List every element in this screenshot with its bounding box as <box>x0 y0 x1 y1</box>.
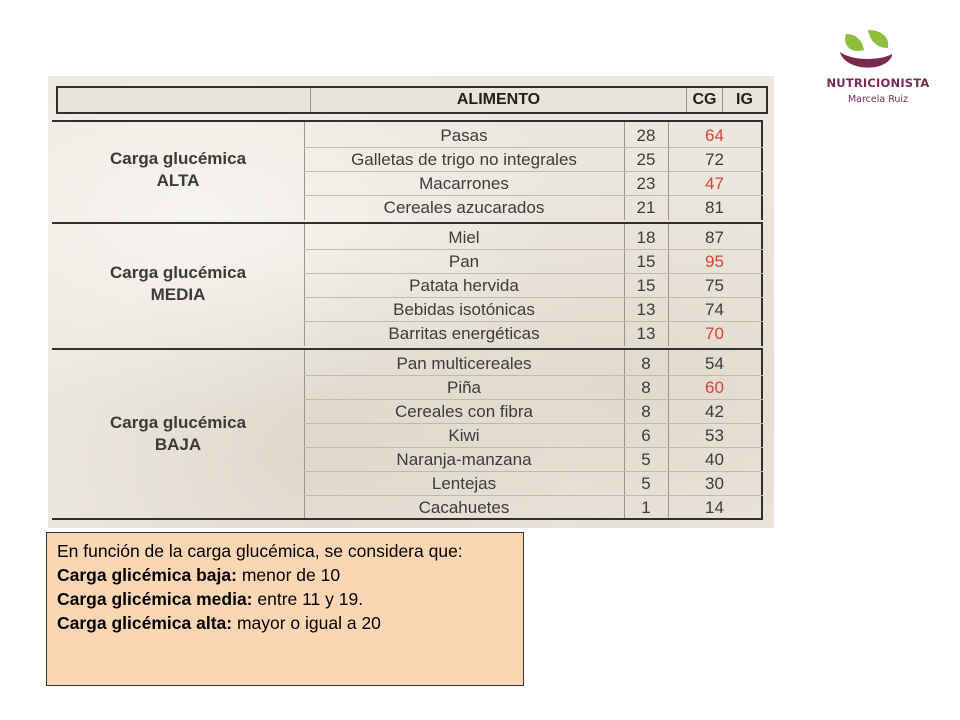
table-row <box>304 226 763 250</box>
ig-cell: 42 <box>705 402 724 421</box>
table-row <box>304 274 763 298</box>
group-2 <box>52 348 763 520</box>
header-cg: CG <box>686 88 722 112</box>
food-cell: Cereales con fibra <box>395 402 533 421</box>
glycemic-load-note <box>46 532 524 686</box>
food-cell: Pasas <box>440 126 488 145</box>
food-cell: Pan <box>448 252 480 271</box>
ig-cell: 74 <box>705 300 724 319</box>
cg-cell: 5 <box>641 474 651 493</box>
note-item-medium: Carga glicémica media: entre 11 y 19. <box>57 589 364 609</box>
food-cell: Piña <box>446 378 482 397</box>
table-row <box>304 424 763 448</box>
ig-cell: 95 <box>705 252 724 271</box>
ig-cell: 75 <box>705 276 724 295</box>
table-row <box>304 400 763 424</box>
ig-cell: 64 <box>705 126 724 145</box>
group-label: Carga glucémica ALTA <box>109 149 247 190</box>
cg-cell: 18 <box>636 228 656 247</box>
note-item-high: Carga glicémica alta: mayor o igual a 20 <box>57 613 381 633</box>
ig-cell: 47 <box>705 174 724 193</box>
note-intro: En función de la carga glucémica, se considera que: <box>57 541 463 561</box>
group-0 <box>52 120 763 220</box>
table-row <box>304 322 763 346</box>
logo-title: NUTRICIONISTA <box>826 76 930 90</box>
cg-cell: 6 <box>641 426 651 445</box>
cg-cell: 8 <box>641 402 651 421</box>
table-row <box>304 298 763 322</box>
ig-cell: 72 <box>705 150 724 169</box>
ig-cell: 30 <box>705 474 724 493</box>
food-cell: Kiwi <box>448 426 480 445</box>
cg-cell: 13 <box>636 300 656 319</box>
glycemic-table <box>52 120 763 520</box>
cg-cell: 28 <box>636 126 656 145</box>
ig-cell: 81 <box>705 198 724 217</box>
note-item-low: Carga glicémica baja: menor de 10 <box>57 565 341 585</box>
food-cell: Macarrones <box>419 174 509 193</box>
food-cell: Pan multicereales <box>396 354 532 373</box>
cg-cell: 13 <box>636 324 656 343</box>
food-cell: Bebidas isotónicas <box>393 300 535 319</box>
cg-cell: 21 <box>636 198 656 217</box>
table-row <box>304 472 763 496</box>
table-row <box>304 376 763 400</box>
food-cell: Cereales azucarados <box>383 198 545 217</box>
ig-cell: 40 <box>705 450 724 469</box>
ig-cell: 60 <box>705 378 724 397</box>
header-ig: IG <box>722 88 766 112</box>
cg-cell: 8 <box>641 354 651 373</box>
food-cell: Barritas energéticas <box>388 324 540 343</box>
food-cell: Lentejas <box>431 474 497 493</box>
table-row <box>304 352 763 376</box>
cg-cell: 15 <box>636 252 656 271</box>
brand-logo <box>818 28 938 118</box>
cg-cell: 5 <box>641 450 651 469</box>
group-label: Carga glucémica BAJA <box>109 413 247 454</box>
food-cell: Patata hervida <box>409 276 519 295</box>
table-header <box>56 86 768 114</box>
ig-cell: 70 <box>705 324 724 343</box>
ig-cell: 14 <box>705 498 724 517</box>
table-row <box>304 496 763 520</box>
group-label: Carga glucémica MEDIA <box>109 263 247 304</box>
ig-cell: 54 <box>705 354 724 373</box>
cg-cell: 1 <box>641 498 651 517</box>
table-row <box>304 250 763 274</box>
header-food: ALIMENTO <box>310 88 686 112</box>
cg-cell: 25 <box>636 150 656 169</box>
table-row <box>304 124 763 148</box>
table-row <box>304 448 763 472</box>
group-1 <box>52 222 763 346</box>
bowl-leaf-icon <box>838 28 918 74</box>
ig-cell: 53 <box>705 426 724 445</box>
food-cell: Galletas de trigo no integrales <box>351 150 577 169</box>
table-row <box>304 196 763 220</box>
cg-cell: 8 <box>641 378 651 397</box>
food-cell: Naranja-manzana <box>396 450 532 469</box>
logo-subtitle: Marcela Ruiz <box>847 94 909 105</box>
table-row <box>304 148 763 172</box>
cg-cell: 23 <box>636 174 656 193</box>
table-row <box>304 172 763 196</box>
ig-cell: 87 <box>705 228 724 247</box>
food-cell: Miel <box>448 228 480 247</box>
food-cell: Cacahuetes <box>418 498 510 517</box>
cg-cell: 15 <box>636 276 656 295</box>
